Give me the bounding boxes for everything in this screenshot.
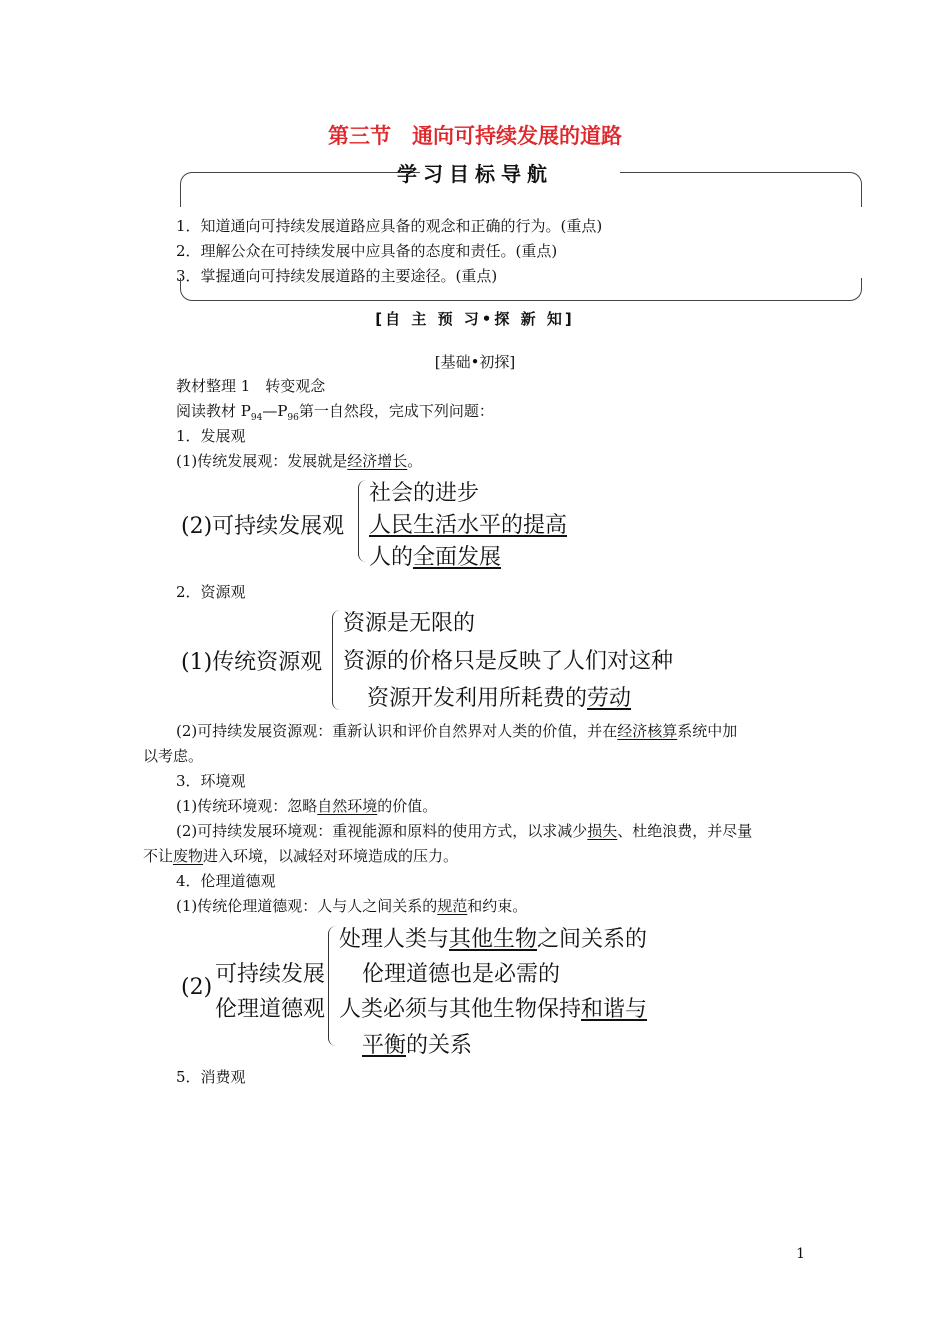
development-brace: [358, 480, 367, 562]
development-item-1: 社会的进步: [369, 481, 480, 506]
environment-traditional: (1)传统环境观：忽略自然环境的价值。: [176, 797, 438, 815]
environment-sustainable-cont: 不让废物进入环境，以减轻对环境造成的压力。: [143, 847, 459, 865]
goal-item-1: 1．知道通向可持续发展道路应具备的观念和正确的行为。(重点): [176, 217, 603, 235]
material-heading: 教材整理 1 转变观念: [176, 377, 326, 395]
development-item-2: 人民生活水平的提高: [369, 513, 568, 538]
resources-item-1: 资源是无限的: [343, 611, 476, 636]
section-heading: [自 主 预 习•探 新 知]: [375, 310, 575, 328]
development-sustainable-label: (2)可持续发展观: [181, 514, 345, 539]
ethics-item-3: 人类必须与其他生物保持和谐与: [339, 997, 648, 1022]
ethics-brace: [328, 926, 337, 1046]
reading-instruction: 阅读教材 $P_{94}—P_{96}$第一自然段，完成下列问题：: [176, 402, 494, 423]
ethics-label-2: 伦理道德观: [215, 997, 326, 1022]
goal-item-2: 2．理解公众在可持续发展中应具备的态度和责任。(重点): [176, 242, 558, 260]
page-title: 第三节 通向可持续发展的道路: [328, 124, 622, 148]
resources-traditional-label: (1)传统资源观: [181, 650, 323, 675]
ethics-item-1: 处理人类与其他生物之间关系的: [339, 927, 648, 952]
resources-item-3: 资源开发利用所耗费的劳动: [367, 686, 632, 711]
ethics-item-4: 平衡的关系: [362, 1033, 473, 1058]
resources-brace: [332, 610, 341, 710]
page-number: 1: [796, 1246, 805, 1262]
resources-sustainable-cont: 以考虑。: [143, 747, 204, 765]
ethics-traditional: (1)传统伦理道德观：人与人之间关系的规范和约束。: [176, 897, 528, 915]
goal-item-3: 3．掌握通向可持续发展道路的主要途径。(重点): [176, 267, 498, 285]
resources-item-2: 资源的价格只是反映了人们对这种: [343, 649, 674, 674]
sub-heading: [基础•初探]: [434, 353, 516, 371]
resources-sustainable: (2)可持续发展资源观：重新认识和评价自然界对人类的价值，并在经济核算系统中加: [176, 722, 738, 740]
environment-sustainable: (2)可持续发展环境观：重视能源和原料的使用方式，以求减少损失、杜绝浪费，并尽量: [176, 822, 753, 840]
ethics-number: (2): [181, 975, 213, 1000]
goals-box-bottom-border: [180, 278, 862, 301]
resources-heading: 2．资源观: [176, 583, 246, 601]
ethics-item-2: 伦理道德也是必需的: [362, 962, 561, 987]
environment-heading: 3．环境观: [176, 772, 246, 790]
development-item-3: 人的全面发展: [369, 545, 502, 570]
development-heading: 1．发展观: [176, 427, 246, 445]
development-traditional: (1)传统发展观：发展就是经济增长。: [176, 452, 423, 470]
ethics-label-1: 可持续发展: [215, 962, 326, 987]
goals-banner: 学习目标导航: [397, 162, 553, 186]
consumption-heading: 5．消费观: [176, 1068, 246, 1086]
ethics-heading: 4．伦理道德观: [176, 872, 276, 890]
